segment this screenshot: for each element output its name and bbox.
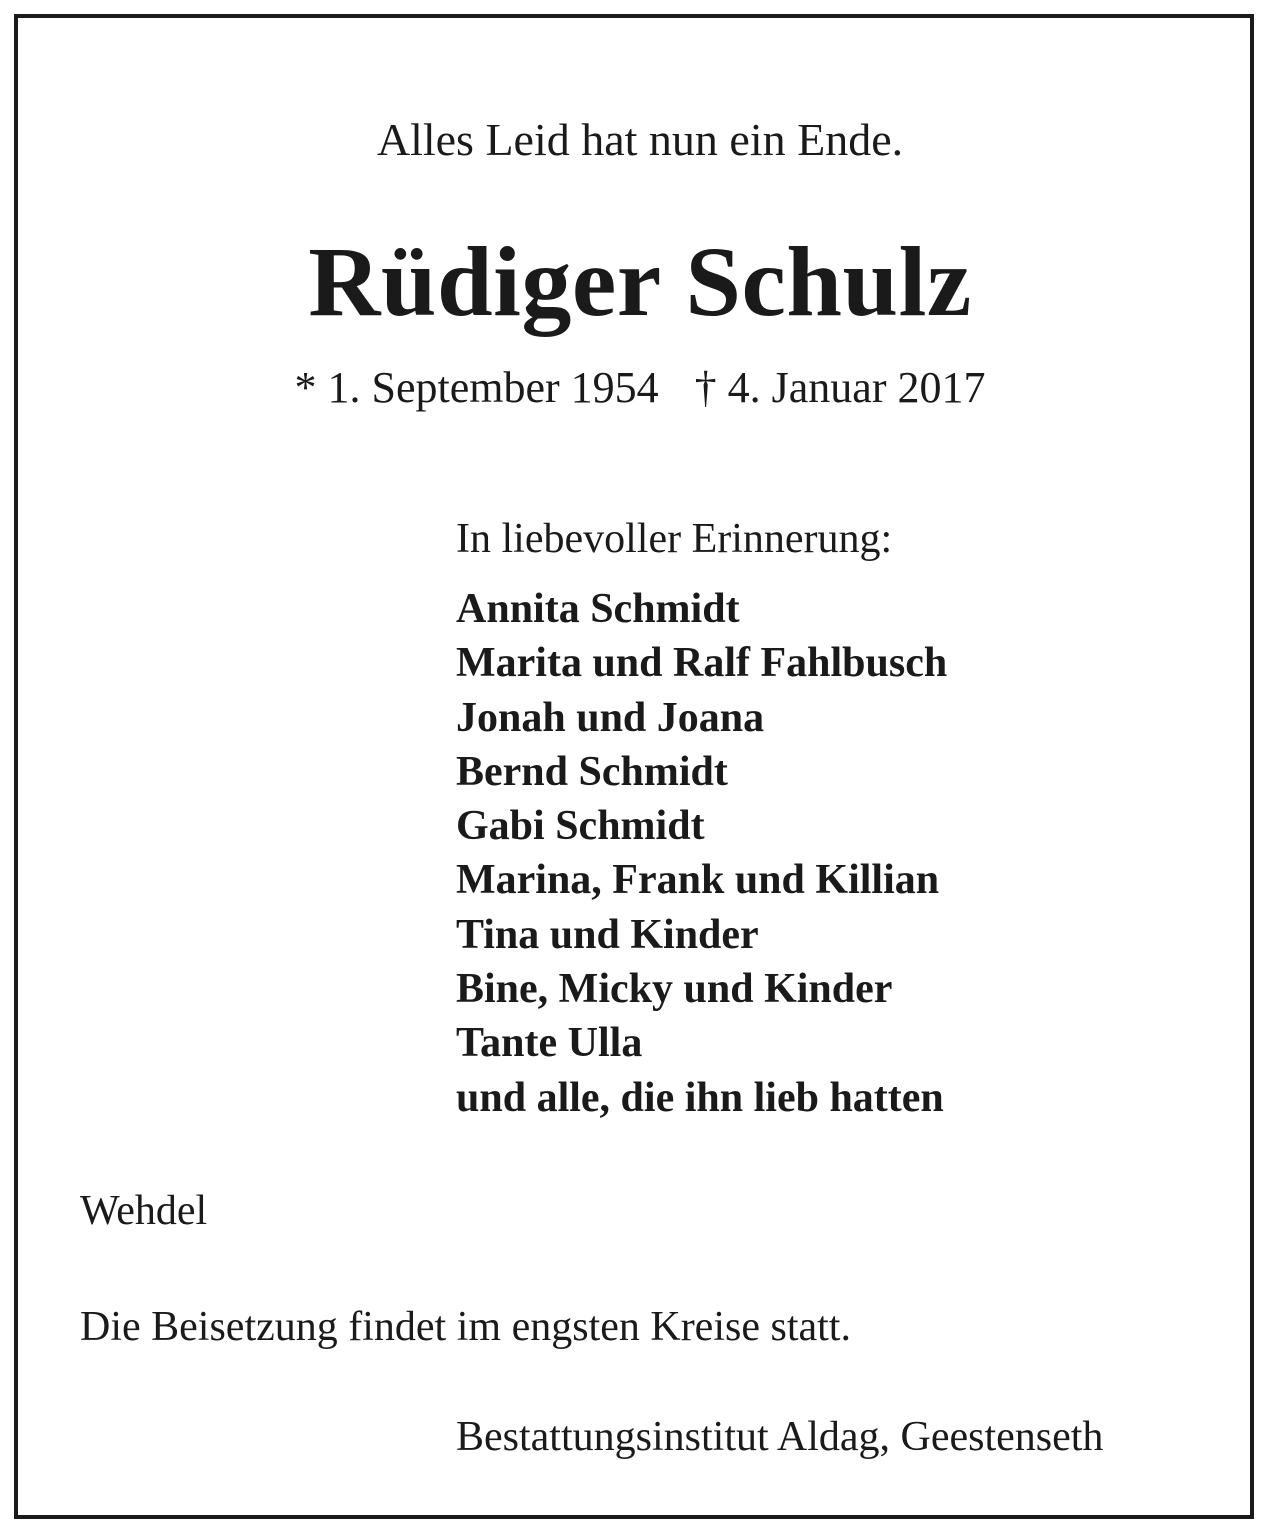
mourner: und alle, die ihn lieb hatten	[456, 1074, 944, 1121]
mourner: Bernd Schmidt	[456, 748, 728, 795]
funeral-notice: Die Beisetzung findet im engsten Kreise statt.	[80, 1304, 851, 1350]
mourner: Tina und Kinder	[456, 911, 759, 958]
mourner: Marina, Frank und Killian	[456, 857, 940, 904]
funeral-home: Bestattungsinstitut Aldag, Geestenseth	[456, 1414, 1104, 1460]
motto: Alles Leid hat nun ein Ende.	[376, 114, 904, 165]
mourner: Marita und Ralf Fahlbusch	[456, 640, 948, 687]
place: Wehdel	[80, 1188, 208, 1234]
mourners-list	[456, 582, 947, 1125]
life-dates	[0, 360, 1280, 416]
birth-date: * 1. September 1954	[294, 363, 659, 412]
mourner: Bine, Micky und Kinder	[456, 966, 893, 1013]
death-date: † 4. Januar 2017	[694, 363, 986, 412]
mourner: Gabi Schmidt	[456, 803, 705, 850]
mourner: Jonah und Joana	[456, 694, 765, 741]
deceased-name: Rüdiger Schulz	[308, 226, 972, 337]
mourner: Tante Ulla	[456, 1020, 643, 1067]
remembrance-intro: In liebevoller Erinnerung:	[456, 516, 893, 562]
mourner: Annita Schmidt	[456, 586, 740, 632]
